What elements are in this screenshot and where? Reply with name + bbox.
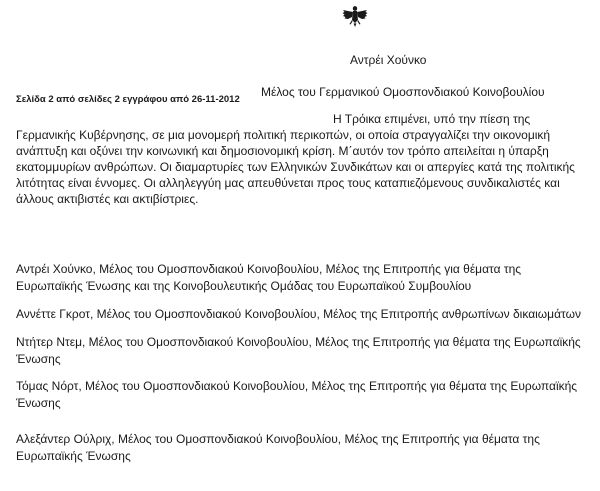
sender-role: Μέλος του Γερμανικού Ομοσπονδιακού Κοινοβουλίου (261, 85, 545, 99)
sender-name: Αντρέι Χούνκο (350, 53, 427, 67)
signatory: Τόμας Νόρτ, Μέλος του Ομοσπονδιακού Κοινοβουλίου, Μέλος της Επιτροπής για θέματα της Ευρωπαϊκής Ένωσης (16, 379, 578, 410)
signatory: Αννέττε Γκροτ, Μέλος του Ομοσπονδιακού Κοινοβουλίου, Μέλος της Επιτροπής ανθρωπίνων δικαιωμάτων (16, 307, 581, 321)
letter-body-text: Γερμανικής Κυβέρνησης, σε μια μονομερή πολιτική περικοπών, οι οποία στραγγαλίζει την οικονομική ανάπτυξη και οξύνει την κοινωνική και δημοσιονομική κρίση. Μ΄αυτόν τον τρόπο απειλείται η ύπαρξη εκατομμυρίων ανθρώπων. Οι διαμαρτυρίες των Ελληνικών Συνδικάτων και οι απεργίες κατά της πολιτικής λιτότητας είναι έννομες. Οι αλληλεγγύη μας απευθύνεται προς τους καταπιεζόμενους συνδικαλιστές και άλλους ακτιβιστές και ακτιβίστριες. (16, 128, 575, 206)
federal-eagle-icon (342, 4, 368, 30)
letter-body-first-line: Η Τρόικα επιμένει, υπό την πίεση της (333, 112, 531, 126)
letter-body (16, 111, 586, 207)
page-info: Σελίδα 2 από σελίδες 2 εγγράφου από 26-11-2012 (16, 94, 240, 105)
signatory: Αλεξάντερ Ούλριχ, Μέλος του Ομοσπονδιακού Κοινοβουλίου, Μέλος της Επιτροπής για θέματα της Ευρωπαϊκής Ένωσης (16, 432, 540, 463)
signatory: Αντρέι Χούνκο, Μέλος του Ομοσπονδιακού Κοινοβουλίου, Μέλος της Επιτροπής για θέματα της Ευρωπαϊκής Ένωσης και της Κοινοβουλευτικής Ομάδας του Ευρωπαϊκού Συμβουλίου (16, 262, 522, 293)
signatory: Ντήτερ Ντεμ, Μέλος του Ομοσπονδιακού Κοινοβουλίου, Μέλος της Επιτροπής για θέματα της Ευρωπαϊκής Ένωσης (16, 335, 581, 366)
